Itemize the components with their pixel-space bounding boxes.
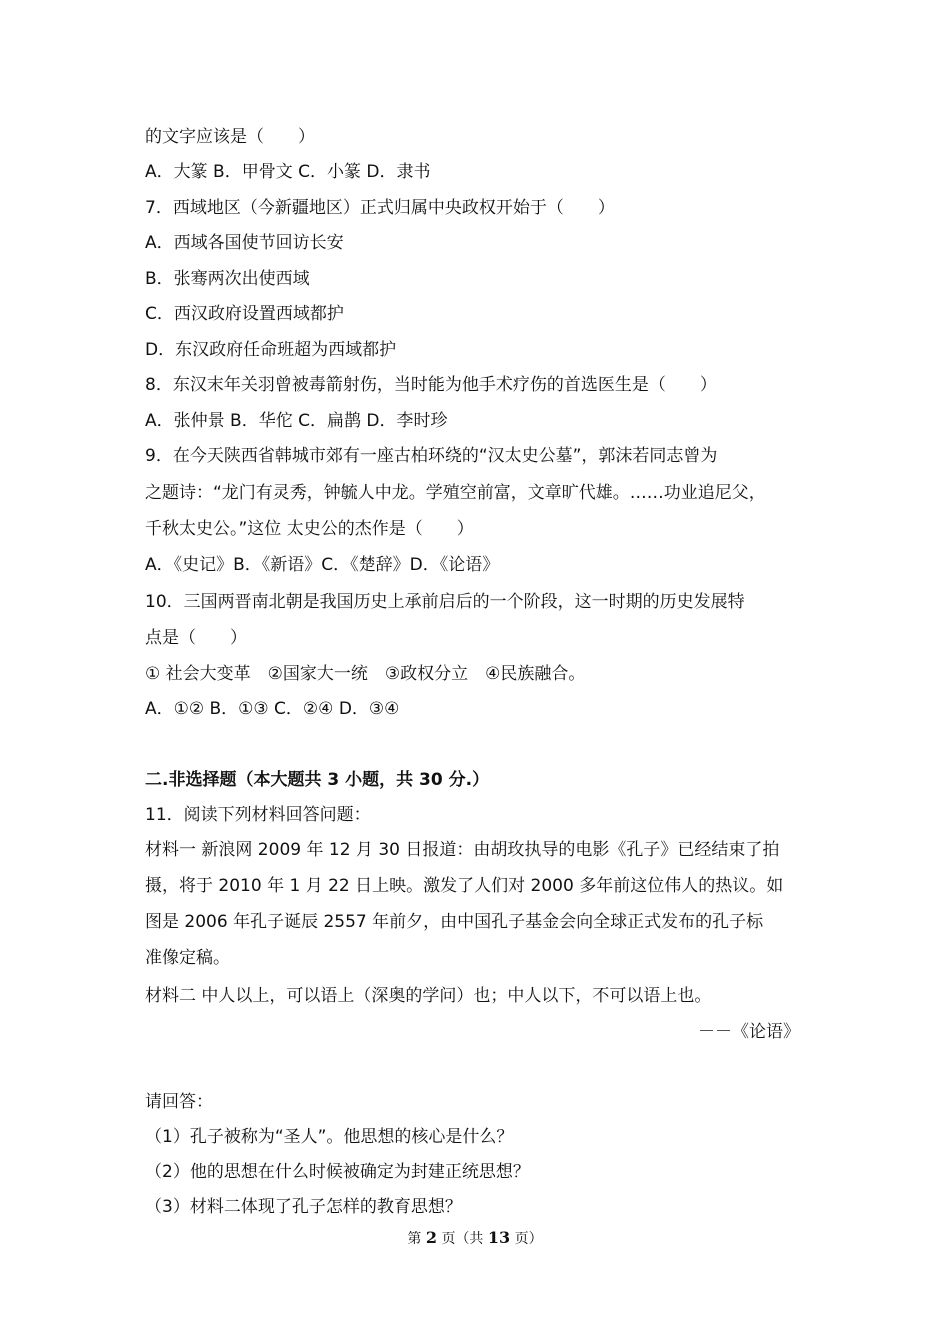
- question-7: 7．西域地区（今新疆地区）正式归属中央政权开始于（ ）: [145, 198, 615, 218]
- text-line: 图是 2006 年孔子诞辰 2557 年前夕，由中国孔子基金会向全球正式发布的孔子标: [145, 912, 764, 932]
- question-8: 8．东汉末年关羽曾被毒箭射伤，当时能为他手术疗伤的首选医生是（ ）: [145, 375, 717, 395]
- statement-list: ① 社会大变革 ②国家大一统 ③政权分立 ④民族融合。: [145, 664, 586, 684]
- text-line: 的文字应该是（ ）: [145, 127, 315, 147]
- footer-suffix: 页）: [514, 1231, 543, 1247]
- section-heading: 二.非选择题（本大题共 3 小题，共 30 分.）: [145, 770, 490, 790]
- footer-middle: 页（共: [441, 1231, 484, 1247]
- text-line: 千秋太史公。”这位 太史公的杰作是（ ）: [145, 519, 474, 539]
- source-citation: －－《论语》: [698, 1022, 800, 1042]
- answer-options: A．大篆 B．甲骨文 C．小篆 D．隶书: [145, 162, 431, 182]
- footer-prefix: 第: [407, 1231, 422, 1247]
- text-line: 点是（ ）: [145, 628, 247, 648]
- sub-question-3: （3）材料二体现了孔子怎样的教育思想？: [145, 1197, 462, 1217]
- text-line: 之题诗：“龙门有灵秀，钟毓人中龙。学殖空前富，文章旷代雄。……功业追尼父，: [145, 483, 766, 503]
- material-one: 材料一 新浪网 2009 年 12 月 30 日报道：由胡玫执导的电影《孔子》已经结束了拍: [145, 840, 780, 860]
- prompt-label: 请回答：: [145, 1092, 213, 1112]
- question-11: 11．阅读下列材料回答问题：: [145, 805, 371, 825]
- option-a: A．西域各国使节回访长安: [145, 233, 344, 253]
- sub-question-1: （1）孔子被称为“圣人”。他思想的核心是什么？: [145, 1127, 514, 1147]
- answer-options: A．①② B．①③ C．②④ D．③④: [145, 699, 400, 719]
- page-footer: [0, 1228, 950, 1249]
- question-10: 10．三国两晋南北朝是我国历史上承前启后的一个阶段，这一时期的历史发展特: [145, 592, 745, 612]
- question-9: 9．在今天陕西省韩城市郊有一座古柏环绕的“汉太史公墓”，郭沫若同志曾为: [145, 446, 718, 466]
- page-number: 2: [425, 1228, 437, 1247]
- text-line: 摄，将于 2010 年 1 月 22 日上映。激发了人们对 2000 多年前这位伟人的热议。如: [145, 876, 784, 896]
- page-total: 13: [487, 1228, 511, 1247]
- option-d: D．东汉政府任命班超为西域都护: [145, 340, 397, 360]
- material-two: 材料二 中人以上，可以语上（深奥的学问）也；中人以下，不可以语上也。: [145, 986, 712, 1006]
- option-b: B．张骞两次出使西域: [145, 269, 310, 289]
- option-c: C．西汉政府设置西域都护: [145, 304, 344, 324]
- answer-options: A．《史记》B．《新语》C．《楚辞》D．《论语》: [145, 555, 500, 575]
- answer-options: A．张仲景 B．华佗 C．扁鹊 D．李时珍: [145, 411, 448, 431]
- sub-question-2: （2）他的思想在什么时候被确定为封建正统思想？: [145, 1162, 530, 1182]
- text-line: 准像定稿。: [145, 948, 230, 968]
